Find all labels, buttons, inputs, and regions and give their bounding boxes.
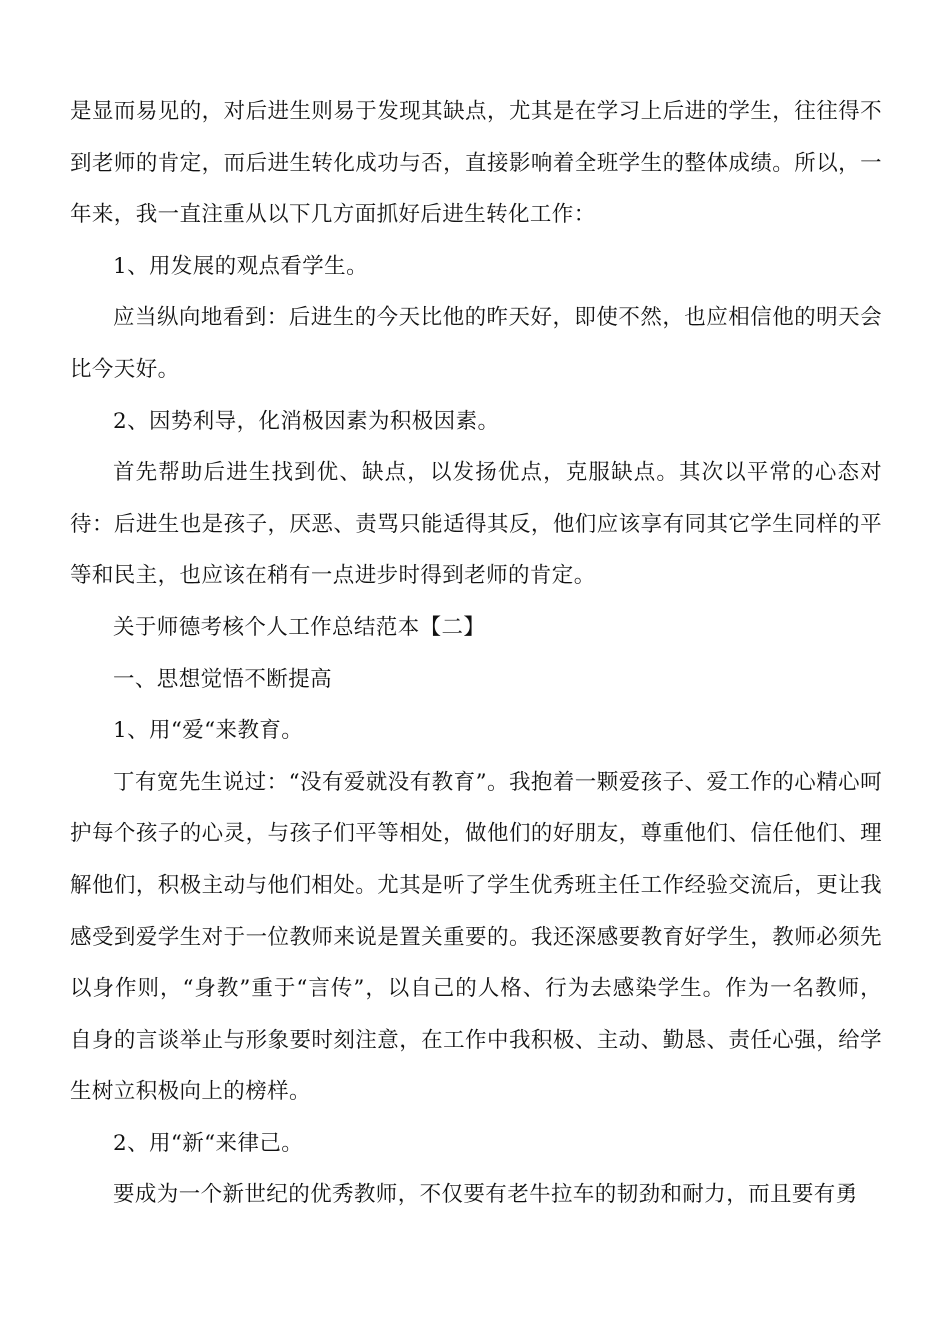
- paragraph-5: 首先帮助后进生找到优、缺点，以发扬优点，克服缺点。其次以平常的心态对待：后进生也是孩子，厌恶、责骂只能适得其反，他们应该享有同其它学生同样的平等和民主，也应该在稍有一点进步时得到老师的肯定。: [70, 460, 882, 589]
- paragraph-1: 是显而易见的，对后进生则易于发现其缺点，尤其是在学习上后进的学生，往往得不到老师的肯定，而后进生转化成功与否，直接影响着全班学生的整体成绩。所以，一年来，我一直注重从以下几方面抓好后进生转化工作：: [70, 99, 882, 228]
- paragraph-8: 1、用“爱“来教育。: [113, 718, 304, 744]
- paragraph-4: 2、因势利导，化消极因素为积极因素。: [113, 408, 500, 434]
- paragraph-10: 2、用“新“来律己。: [113, 1130, 304, 1156]
- section-heading: 一、思想觉悟不断提高: [113, 666, 333, 692]
- paragraph-2: 1、用发展的观点看学生。: [113, 253, 368, 279]
- section-title: 关于师德考核个人工作总结范本【二】: [113, 614, 486, 640]
- paragraph-11: 要成为一个新世纪的优秀教师，不仅要有老牛拉车的韧劲和耐力，而且要有勇: [113, 1182, 858, 1208]
- document-body: [70, 86, 882, 1221]
- paragraph-3: 应当纵向地看到：后进生的今天比他的昨天好，即使不然，也应相信他的明天会比今天好。: [70, 305, 882, 382]
- paragraph-9: 丁有宽先生说过：“没有爱就没有教育”。我抱着一颗爱孩子、爱工作的心精心呵护每个孩子的心灵，与孩子们平等相处，做他们的好朋友，尊重他们、信任他们、理解他们，积极主动与他们相处。尤其是听了学生优秀班主任工作经验交流后，更让我感受到爱学生对于一位教师来说是置关重要的。我还深感要教育好学生，教师必须先以身作则，“身教”重于“言传”，以自己的人格、行为去感染学生。作为一名教师，自身的言谈举止与形象要时刻注意，在工作中我积极、主动、勤恳、责任心强，给学生树立积极向上的榜样。: [70, 769, 882, 1105]
